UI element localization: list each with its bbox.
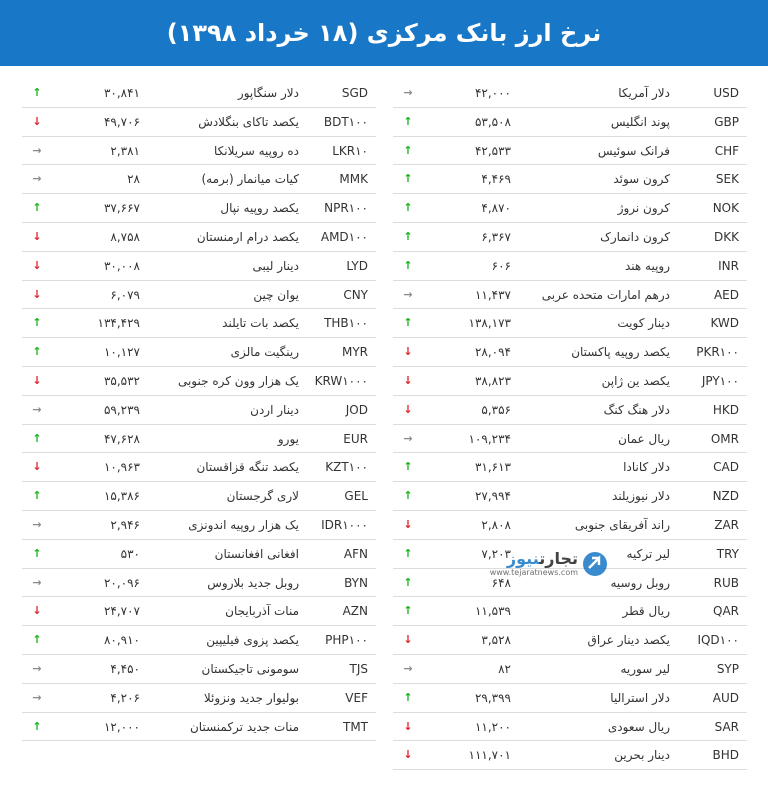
currency-name: یکصد درام ارمنستان: [196, 229, 299, 244]
currency-code: VEF: [345, 690, 368, 705]
arrow-up-icon: ↑: [32, 719, 42, 733]
currency-code: PHP۱۰۰: [325, 633, 368, 648]
table-row: [393, 165, 747, 194]
table-row: [393, 741, 747, 770]
currency-name: یکصد تاکای بنگلادش: [198, 114, 299, 129]
rate-value: ۴۲,۰۰۰: [474, 86, 511, 100]
rate-value: ۵۳۰: [120, 546, 140, 561]
currency-name: راند آفریقای جنوبی: [574, 517, 670, 532]
currency-name: روبل روسیه: [610, 575, 670, 590]
currency-name: کرون دانمارک: [600, 229, 670, 244]
table-row: [22, 713, 376, 742]
arrow-up-icon: ↑: [32, 633, 42, 647]
currency-code: RUB: [713, 575, 739, 590]
rate-value: ۴,۴۶۹: [481, 172, 511, 187]
arrow-down-icon: ↓: [403, 748, 413, 762]
rate-value: ۱۱,۴۳۷: [474, 287, 511, 302]
currency-code: ZAR: [714, 517, 739, 532]
table-row: [393, 425, 747, 454]
currency-code: BHD: [712, 748, 739, 763]
table-row: [393, 597, 747, 626]
rate-value: ۳,۵۲۸: [481, 633, 511, 648]
header-bar: [0, 0, 768, 66]
rate-value: ۴۹,۷۰۶: [103, 114, 140, 129]
currency-code: TMT: [342, 719, 368, 734]
currency-name: یکصد روپیه نپال: [220, 201, 299, 216]
arrow-right-icon: →: [32, 575, 42, 589]
rate-value: ۲,۹۴۶: [110, 517, 140, 532]
table-row: [393, 309, 747, 338]
watermark-logo: [488, 549, 608, 581]
rate-value: ۱۳۴,۴۲۹: [97, 316, 140, 331]
arrow-up-icon: ↑: [32, 345, 42, 359]
table-row: [393, 223, 747, 252]
currency-name: یکصد روپیه پاکستان: [571, 345, 670, 360]
arrow-up-icon: ↑: [403, 258, 413, 272]
rate-value: ۱۰۹,۲۳۴: [468, 431, 511, 446]
rate-value: ۴,۴۵۰: [110, 661, 140, 676]
arrow-down-icon: ↓: [403, 719, 413, 733]
currency-name: دلار هنگ کنگ: [603, 402, 670, 417]
currency-code: AMD۱۰۰: [320, 229, 368, 244]
arrow-down-icon: ↓: [32, 258, 42, 272]
table-row: [393, 281, 747, 310]
arrow-up-icon: ↑: [403, 690, 413, 704]
rate-value: ۳۸,۸۲۳: [474, 373, 511, 388]
arrow-down-icon: ↓: [32, 460, 42, 474]
arrow-up-icon: ↑: [403, 489, 413, 503]
currency-name: یکصد پزوی فیلیپین: [206, 633, 299, 648]
rate-value: ۲۸: [127, 172, 140, 187]
currency-code: IQD۱۰۰: [697, 633, 739, 648]
currency-name: روبل جدید بلاروس: [207, 575, 299, 590]
rate-value: ۱۰,۱۲۷: [103, 345, 140, 360]
currency-name: یکصد بات تایلند: [222, 316, 299, 331]
rate-value: ۲۷,۹۹۴: [474, 489, 511, 504]
currency-name: دلار سنگاپور: [237, 86, 299, 100]
table-row: [393, 453, 747, 482]
arrow-up-icon: ↑: [403, 316, 413, 330]
rates-table-right: [393, 79, 747, 770]
arrow-right-icon: →: [32, 402, 42, 416]
table-row: [393, 252, 747, 281]
arrow-down-icon: ↓: [403, 373, 413, 387]
table-row: [393, 396, 747, 425]
currency-code: SYP: [716, 661, 739, 676]
rate-value: ۲۰,۰۹۶: [103, 575, 140, 590]
table-row: [393, 367, 747, 396]
arrow-right-icon: →: [403, 431, 413, 445]
table-row: [393, 194, 747, 223]
table-row: [22, 108, 376, 137]
currency-name: ریال قطر: [622, 604, 670, 619]
currency-code: AUD: [712, 690, 739, 705]
rate-value: ۳۱,۶۱۳: [474, 460, 511, 475]
table-row: [22, 655, 376, 684]
table-row: [393, 79, 747, 108]
rate-value: ۱۲,۰۰۰: [103, 719, 140, 734]
table-row: [393, 626, 747, 655]
rate-value: ۵۹,۲۳۹: [103, 402, 140, 417]
arrow-down-icon: ↓: [403, 633, 413, 647]
currency-name: دلار نیوزیلند: [612, 489, 670, 504]
arrow-up-icon: ↑: [32, 431, 42, 445]
table-row: [393, 655, 747, 684]
currency-name: دلار آمریکا: [618, 86, 670, 100]
arrow-down-icon: ↓: [32, 373, 42, 387]
currency-code: AFN: [343, 546, 368, 561]
table-row: [22, 626, 376, 655]
arrow-right-icon: →: [403, 661, 413, 675]
rate-value: ۳۰,۸۴۱: [103, 86, 140, 100]
arrow-down-icon: ↓: [32, 287, 42, 301]
brand-name: [507, 549, 578, 568]
currency-name: دلار کانادا: [623, 460, 670, 475]
table-row: [393, 338, 747, 367]
table-row: [22, 684, 376, 713]
table-row: [22, 396, 376, 425]
arrow-down-icon: ↓: [403, 402, 413, 416]
currency-name: دینار بحرین: [614, 748, 670, 763]
currency-code: DKK: [714, 229, 739, 244]
arrow-down-icon: ↓: [403, 345, 413, 359]
currency-name: فرانک سوئیس: [597, 143, 670, 158]
table-row: [22, 223, 376, 252]
currency-code: BYN: [344, 575, 368, 590]
currency-code: TJS: [349, 661, 368, 676]
currency-name: دینار اردن: [250, 402, 299, 417]
currency-code: KZT۱۰۰: [325, 460, 368, 475]
rate-value: ۲۴,۷۰۷: [103, 604, 140, 619]
rate-value: ۱۰,۹۶۳: [103, 460, 140, 475]
arrow-up-icon: ↑: [403, 114, 413, 128]
currency-name: یورو: [277, 431, 299, 446]
currency-code: NPR۱۰۰: [324, 201, 368, 216]
currency-name: دینار کویت: [617, 316, 670, 331]
rate-value: ۵,۳۵۶: [481, 402, 511, 417]
rate-value: ۱۱,۲۰۰: [474, 719, 511, 734]
currency-code: SEK: [715, 172, 739, 187]
currency-name: یک هزار روپیه اندونزی: [188, 517, 299, 532]
arrow-right-icon: →: [32, 172, 42, 186]
table-row: [393, 684, 747, 713]
currency-code: JPY۱۰۰: [701, 373, 739, 388]
rate-value: ۲,۸۰۸: [481, 517, 511, 532]
rate-value: ۱۳۸,۱۷۳: [468, 316, 511, 331]
currency-name: ده روپیه سریلانکا: [213, 143, 299, 158]
rate-value: ۸,۷۵۸: [110, 229, 140, 244]
table-row: [22, 482, 376, 511]
currency-name: لیر ترکیه: [626, 546, 670, 561]
table-row: [393, 713, 747, 742]
table-row: [22, 540, 376, 569]
currency-name: یک هزار وون کره جنوبی: [177, 373, 299, 388]
currency-name: یکصد ین ژاپن: [601, 373, 670, 388]
arrow-up-icon: ↑: [32, 546, 42, 560]
rate-value: ۶۴۸: [491, 575, 511, 590]
currency-code: USD: [713, 86, 739, 100]
currency-code: TRY: [716, 546, 739, 561]
currency-code: LKR۱۰: [332, 143, 368, 158]
currency-name: یکصد تنگه قزاقستان: [196, 460, 299, 475]
table-row: [393, 108, 747, 137]
currency-name: بولیوار جدید ونزوئلا: [203, 690, 299, 705]
arrow-down-icon: ↓: [32, 604, 42, 618]
currency-code: PKR۱۰۰: [696, 345, 739, 360]
currency-name: روپیه هند: [624, 258, 670, 273]
brand-url: www.tejaratnews.com: [489, 568, 578, 577]
table-row: [22, 194, 376, 223]
currency-name: افغانی افغانستان: [214, 546, 299, 561]
arrow-down-icon: ↓: [403, 517, 413, 531]
currency-name: دلار استرالیا: [610, 690, 670, 705]
arrow-right-icon: →: [32, 517, 42, 531]
rate-value: ۶,۰۷۹: [110, 287, 140, 302]
table-row: [22, 281, 376, 310]
rate-value: ۴,۸۷۰: [481, 201, 511, 216]
rate-value: ۱۱۱,۷۰۱: [468, 748, 511, 763]
rate-value: ۴۷,۶۲۸: [103, 431, 140, 446]
arrow-right-icon: →: [403, 287, 413, 301]
rate-value: ۴۲,۵۳۳: [474, 143, 511, 158]
currency-name: کرون نروژ: [617, 201, 670, 216]
currency-code: KWD: [710, 316, 739, 331]
rate-value: ۳۷,۶۶۷: [103, 201, 140, 216]
brand-name-part2: نیوز: [506, 549, 540, 568]
rate-value: ۴,۲۰۶: [110, 690, 140, 705]
rate-value: ۳۰,۰۰۸: [103, 258, 140, 273]
rate-value: ۲۸,۰۹۴: [474, 345, 511, 360]
rates-table-left: [22, 79, 376, 741]
rate-value: ۸۲: [498, 661, 511, 676]
currency-code: OMR: [710, 431, 739, 446]
arrow-up-icon: ↑: [403, 229, 413, 243]
currency-code: MMK: [339, 172, 368, 187]
rate-value: ۶,۳۶۷: [481, 229, 511, 244]
currency-code: THB۱۰۰: [324, 316, 368, 331]
currency-name: یوان چین: [253, 287, 299, 302]
currency-code: BDT۱۰۰: [323, 114, 368, 129]
currency-code: MYR: [341, 345, 368, 360]
arrow-up-icon: ↑: [32, 86, 42, 99]
currency-name: ریال عمان: [618, 431, 670, 446]
table-row: [393, 511, 747, 540]
rate-value: ۵۳,۵۰۸: [474, 114, 511, 129]
table-row: [22, 367, 376, 396]
currency-code: LYD: [346, 258, 368, 273]
currency-name: یکصد دینار عراق: [587, 633, 670, 648]
table-row: [22, 597, 376, 626]
rate-value: ۱۱,۵۳۹: [474, 604, 511, 619]
arrow-right-icon: →: [32, 143, 42, 157]
currency-name: رینگیت مالزی: [230, 345, 299, 360]
table-row: [22, 453, 376, 482]
arrow-up-icon: ↑: [403, 604, 413, 618]
currency-code: QAR: [713, 604, 739, 619]
currency-name: سومونی تاجیکستان: [201, 661, 299, 676]
brand-logo-icon: [582, 551, 608, 577]
arrow-down-icon: ↓: [32, 114, 42, 128]
currency-code: SAR: [714, 719, 739, 734]
arrow-up-icon: ↑: [403, 172, 413, 186]
currency-code: CAD: [713, 460, 739, 475]
currency-name: منات جدید ترکمنستان: [189, 719, 299, 734]
rate-value: ۶۰۶: [491, 258, 511, 273]
currency-code: JOD: [345, 402, 368, 417]
table-row: [22, 511, 376, 540]
currency-name: کیات میانمار (برمه): [201, 172, 299, 187]
currency-code: GBP: [714, 114, 739, 129]
currency-code: NZD: [712, 489, 739, 504]
currency-name: منات آذربایجان: [225, 604, 299, 619]
rate-value: ۲,۳۸۱: [110, 143, 140, 158]
arrow-up-icon: ↑: [32, 316, 42, 330]
rate-value: ۱۵,۳۸۶: [103, 489, 140, 504]
currency-code: AZN: [342, 604, 368, 619]
currency-code: AED: [713, 287, 739, 302]
currency-code: INR: [718, 258, 739, 273]
arrow-down-icon: ↓: [32, 229, 42, 243]
currency-name: درهم امارات متحده عربی: [541, 287, 670, 302]
rate-value: ۲۹,۳۹۹: [474, 690, 511, 705]
arrow-up-icon: ↑: [32, 489, 42, 503]
arrow-up-icon: ↑: [403, 143, 413, 157]
currency-name: دینار لیبی: [252, 258, 299, 273]
page-title: نرخ ارز بانک مرکزی (۱۸ خرداد ۱۳۹۸): [166, 19, 602, 47]
currency-code: SGD: [341, 86, 368, 100]
rate-value: ۷,۲۰۳: [481, 546, 511, 561]
table-row: [22, 165, 376, 194]
brand-name-part1: تجارت: [539, 549, 578, 568]
rate-value: ۳۵,۵۳۲: [103, 373, 140, 388]
currency-code: GEL: [344, 489, 368, 504]
arrow-right-icon: →: [403, 86, 413, 99]
currency-code: KRW۱۰۰۰: [314, 373, 368, 388]
currency-code: CNY: [343, 287, 368, 302]
table-row: [393, 482, 747, 511]
table-row: [22, 425, 376, 454]
table-row: [22, 79, 376, 108]
currency-name: کرون سوئد: [613, 172, 670, 187]
arrow-up-icon: ↑: [403, 546, 413, 560]
rate-value: ۸۰,۹۱۰: [103, 633, 140, 648]
table-row: [22, 569, 376, 598]
table-row: [22, 252, 376, 281]
arrow-right-icon: →: [32, 690, 42, 704]
table-row: [22, 137, 376, 166]
currency-code: IDR۱۰۰۰: [321, 517, 368, 532]
currency-name: لیر سوریه: [620, 661, 670, 676]
currency-code: HKD: [712, 402, 739, 417]
table-row: [393, 137, 747, 166]
table-row: [22, 338, 376, 367]
arrow-up-icon: ↑: [403, 575, 413, 589]
currency-code: EUR: [343, 431, 368, 446]
table-row: [22, 309, 376, 338]
arrow-up-icon: ↑: [403, 460, 413, 474]
currency-code: CHF: [714, 143, 739, 158]
currency-name: پوند انگلیس: [610, 114, 670, 129]
arrow-right-icon: →: [32, 661, 42, 675]
currency-name: لاری گرجستان: [226, 489, 299, 504]
currency-code: NOK: [712, 201, 739, 216]
arrow-up-icon: ↑: [32, 201, 42, 215]
currency-name: ریال سعودی: [607, 719, 670, 734]
arrow-up-icon: ↑: [403, 201, 413, 215]
